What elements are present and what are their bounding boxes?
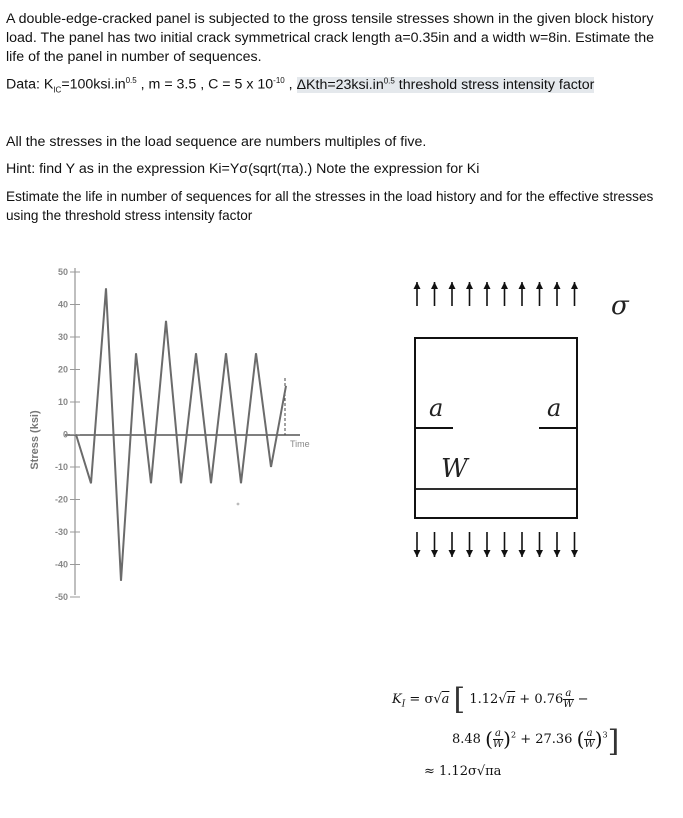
dkth-exp: 0.5: [383, 76, 395, 85]
fraction-numerator-3: a: [584, 729, 594, 740]
c-exp: -10: [273, 76, 285, 85]
left-crack-label: a: [429, 394, 444, 422]
square-exponent: 2: [510, 730, 517, 740]
paren-open-2: (: [576, 727, 585, 751]
y-axis-label: Stress (ksi): [29, 410, 41, 470]
a-over-w-fraction-2: [493, 729, 503, 750]
term-112: 1.12√: [469, 692, 507, 707]
force-arrow-head: [536, 282, 543, 289]
paren-open-1: (: [485, 727, 493, 751]
threshold-text: threshold stress intensity factor: [394, 76, 595, 93]
ki-subscript: I: [401, 699, 406, 710]
y-tick-label: 30: [57, 332, 68, 342]
stray-dot: [237, 503, 240, 506]
force-arrow-head: [501, 282, 508, 289]
formula-line-2: [452, 724, 619, 759]
y-tick-label: -30: [54, 527, 68, 537]
x-axis-label: Time: [290, 439, 310, 449]
force-arrow-head: [519, 550, 526, 557]
sigma-label: σ: [611, 291, 629, 321]
stress-history-chart: [0, 250, 340, 610]
top-arrows: [414, 282, 579, 306]
hint-note: Hint: find Y as in the expression Ki=Yσ(sqrt(πa).) Note the expression for Ki: [6, 161, 480, 177]
term-076: + 0.76: [515, 692, 564, 707]
coef-848: 8.48: [452, 732, 486, 747]
y-tick-label: -10: [54, 462, 68, 472]
paren-close-1: ): [503, 727, 511, 751]
kic-exp: 0.5: [125, 76, 137, 85]
force-arrow-head: [414, 550, 421, 557]
ki-formula: [380, 670, 680, 790]
paren-close-2: ): [594, 727, 603, 751]
fraction-numerator-2: a: [493, 729, 503, 740]
force-arrow-head: [571, 282, 578, 289]
force-arrow-head: [431, 282, 438, 289]
force-arrow-head: [554, 282, 561, 289]
y-tick-label: -20: [54, 494, 68, 505]
fraction-numerator: a: [563, 689, 573, 700]
kic-value: =100ksi.in: [61, 76, 126, 93]
a-over-w-fraction-3: [584, 729, 594, 750]
force-arrow-head: [484, 282, 491, 289]
force-arrow-head: [414, 282, 421, 289]
separator: ,: [284, 76, 297, 93]
m-text: , m = 3.5 , C = 5 x 10: [136, 76, 274, 93]
force-arrow-head: [484, 550, 491, 557]
data-line: [6, 71, 666, 100]
right-crack-label: a: [547, 394, 562, 422]
force-arrow-head: [449, 282, 456, 289]
force-arrow-head: [466, 282, 473, 289]
force-arrow-head: [554, 550, 561, 557]
force-arrow-head: [449, 550, 456, 557]
y-tick-label: 50: [57, 267, 68, 277]
y-tick-label: 40: [57, 299, 68, 310]
ki-symbol: K: [392, 692, 402, 707]
kic-sub: IC: [53, 85, 62, 95]
minus-sign: −: [573, 692, 589, 707]
coef-2736: + 27.36: [516, 732, 577, 747]
multiples-note: All the stresses in the load sequence are numbers multiples of five.: [6, 134, 427, 150]
y-tick-label: -50: [54, 592, 68, 602]
bottom-arrows: [414, 532, 579, 557]
fraction-denominator: W: [563, 699, 574, 710]
estimate-note: Estimate the life in number of sequences for all the stresses in the load history and for the effective stresses using the threshold stress intensity factor: [6, 189, 654, 223]
root-a: a: [441, 692, 450, 707]
y-tick-label: -40: [54, 559, 68, 570]
root-pi: π: [506, 692, 516, 707]
cube-exponent: 3: [602, 730, 608, 740]
force-arrow-head: [466, 550, 473, 557]
formula-line-1: [392, 682, 589, 717]
a-over-w-fraction: [563, 689, 573, 710]
y-tick-label: 10: [57, 397, 68, 407]
formula-approx: ≈ 1.12σ√πa: [424, 764, 502, 779]
force-arrow-head: [571, 550, 578, 557]
y-tick-label: 0: [62, 429, 68, 440]
left-bracket: [: [453, 682, 466, 717]
dkth-text: ΔKth=23ksi.in: [296, 76, 384, 93]
width-label: W: [441, 454, 468, 484]
force-arrow-head: [536, 550, 543, 557]
fraction-denominator-2: W: [492, 739, 504, 750]
y-tick-label: 20: [57, 364, 68, 375]
cracked-panel-diagram: [395, 270, 655, 570]
problem-paragraph: A double-edge-cracked panel is subjected to the gross tensile stresses shown in the given block history load. The panel has two initial crack symmetrical crack length a=0.35in and a width w=8in. Estimate the life of the panel in number of sequences.: [6, 11, 654, 65]
force-arrow-head: [431, 550, 438, 557]
right-bracket: ]: [607, 724, 620, 759]
force-arrow-head: [501, 550, 508, 557]
fraction-denominator-3: W: [584, 739, 595, 750]
force-arrow-head: [519, 282, 526, 289]
data-prefix: Data: K: [6, 76, 54, 93]
equals-sigma-root: = σ√: [405, 692, 442, 707]
